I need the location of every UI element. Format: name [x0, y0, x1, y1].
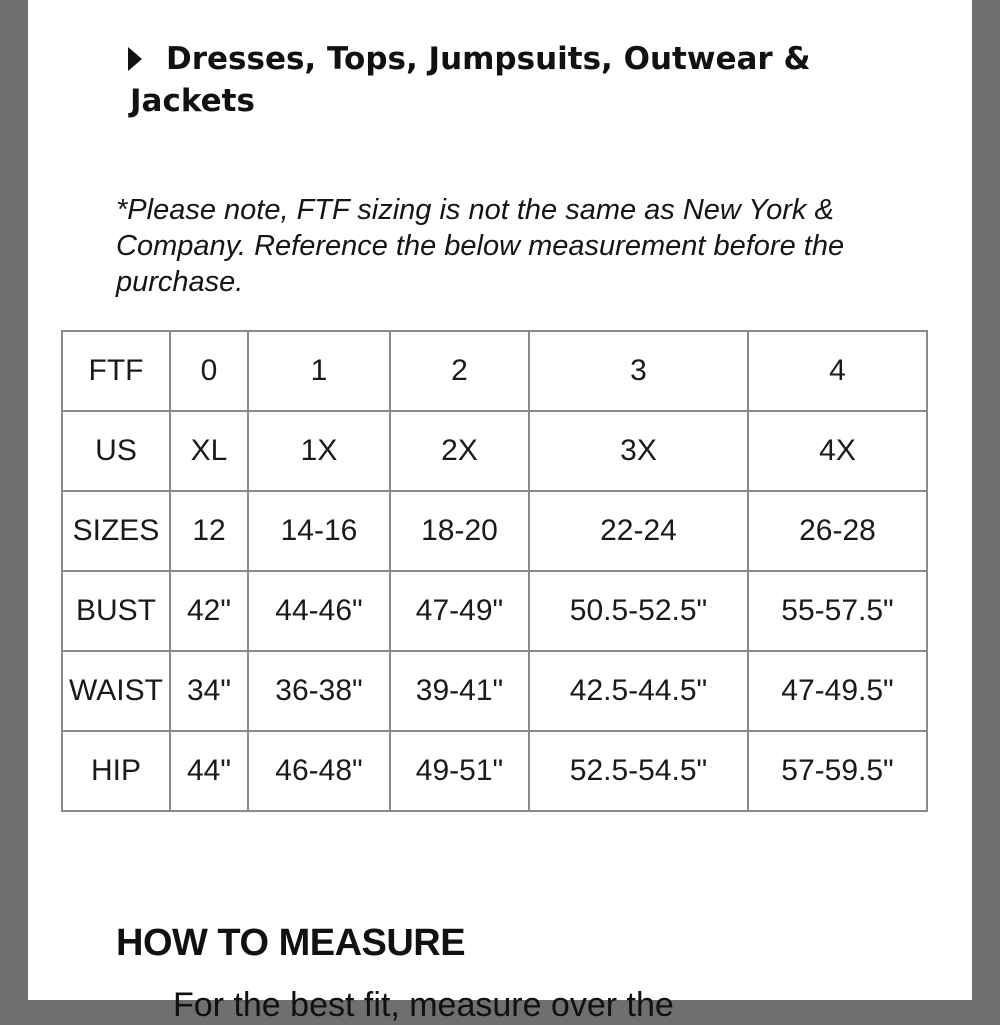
table-cell: 42" — [170, 571, 248, 651]
table-cell: 26-28 — [748, 491, 927, 571]
table-row-ftf — [62, 331, 927, 411]
sizing-note: *Please note, FTF sizing is not the same as New York & Company. Reference the below measurement before the purchase. — [116, 194, 845, 298]
table-cell: 52.5-54.5" — [529, 731, 748, 811]
how-to-measure-heading: HOW TO MEASURE — [116, 922, 466, 964]
table-cell: 46-48" — [248, 731, 390, 811]
row-header-waist: WAIST — [62, 651, 170, 731]
table-cell: 14-16 — [248, 491, 390, 571]
row-header-us: US — [62, 411, 170, 491]
table-cell: 2 — [390, 331, 529, 411]
table-cell: 4 — [748, 331, 927, 411]
size-chart-table — [61, 330, 928, 812]
table-cell: 47-49" — [390, 571, 529, 651]
table-cell: 12 — [170, 491, 248, 571]
row-header-bust: BUST — [62, 571, 170, 651]
section-title[interactable]: Dresses, Tops, Jumpsuits, Outwear & Jackets — [130, 41, 811, 119]
table-cell: XL — [170, 411, 248, 491]
table-cell: 4X — [748, 411, 927, 491]
table-cell: 55-57.5" — [748, 571, 927, 651]
table-cell: 3X — [529, 411, 748, 491]
table-cell: 42.5-44.5" — [529, 651, 748, 731]
table-cell: 36-38" — [248, 651, 390, 731]
row-header-sizes: SIZES — [62, 491, 170, 571]
measure-instructions-text: For the best fit, measure over the — [173, 986, 674, 1024]
table-cell: 44" — [170, 731, 248, 811]
row-header-ftf: FTF — [62, 331, 170, 411]
table-cell: 1X — [248, 411, 390, 491]
table-cell: 1 — [248, 331, 390, 411]
table-cell: 22-24 — [529, 491, 748, 571]
table-cell: 50.5-52.5" — [529, 571, 748, 651]
table-cell: 47-49.5" — [748, 651, 927, 731]
table-cell: 39-41" — [390, 651, 529, 731]
table-row-bust — [62, 571, 927, 651]
table-cell: 3 — [529, 331, 748, 411]
table-row-us — [62, 411, 927, 491]
table-cell: 49-51" — [390, 731, 529, 811]
table-row-sizes — [62, 491, 927, 571]
table-cell: 44-46" — [248, 571, 390, 651]
table-cell: 0 — [170, 331, 248, 411]
size-guide-panel — [28, 0, 972, 1024]
table-cell: 18-20 — [390, 491, 529, 571]
table-row-waist — [62, 651, 927, 731]
row-header-hip: HIP — [62, 731, 170, 811]
table-cell: 34" — [170, 651, 248, 731]
table-row-hip — [62, 731, 927, 811]
table-cell: 2X — [390, 411, 529, 491]
table-cell: 57-59.5" — [748, 731, 927, 811]
